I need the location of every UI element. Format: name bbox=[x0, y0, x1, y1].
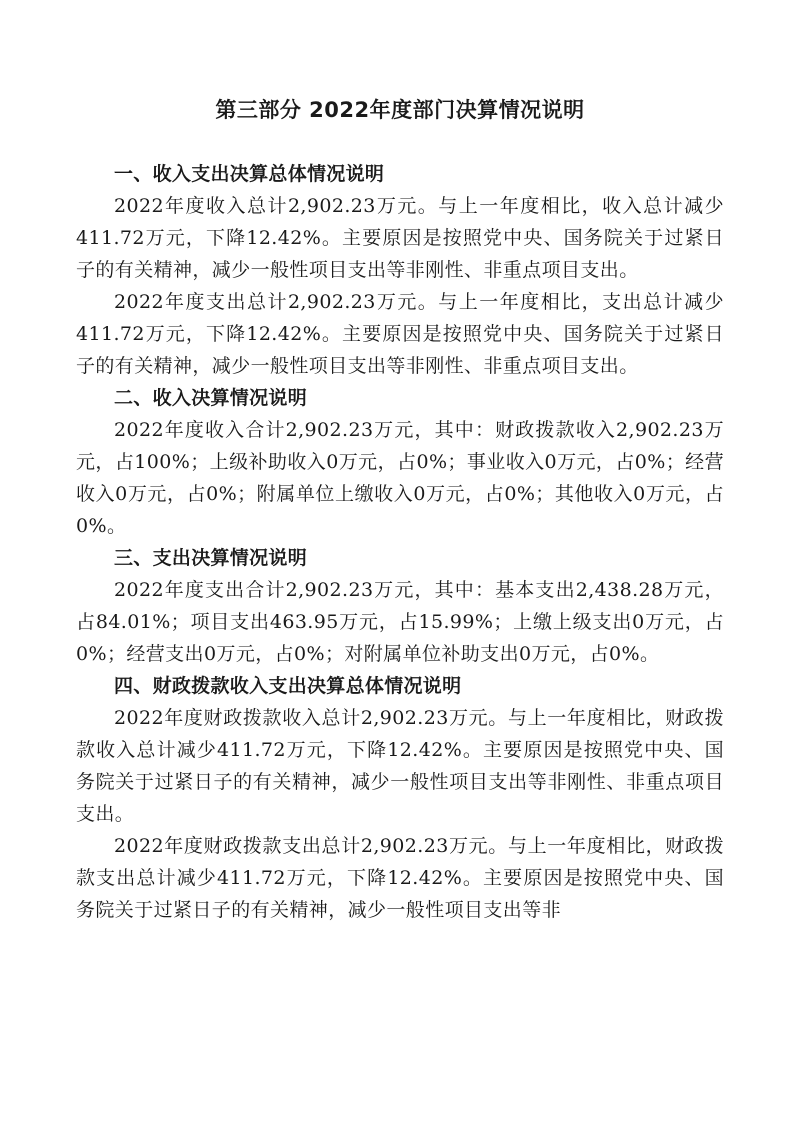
section-fiscal-appropriation-overview bbox=[76, 670, 724, 926]
paragraph: 2022年度财政拨款支出总计2,902.23万元。与上一年度相比，财政拨款支出总计减少411.72万元，下降12.42%。主要原因是按照党中央、国务院关于过紧日子的有关精神，减少一般性项目支出等非 bbox=[76, 835, 724, 921]
paragraph: 2022年度收入合计2,902.23万元，其中：财政拨款收入2,902.23万元，占100%；上级补助收入0万元，占0%；事业收入0万元，占0%；经营收入0万元，占0%；附属单位上缴收入0万元，占0%；其他收入0万元，占0%。 bbox=[76, 419, 724, 537]
section-expenditure bbox=[76, 542, 724, 670]
paragraph: 2022年度收入总计2,902.23万元。与上一年度相比，收入总计减少411.72万元，下降12.42%。主要原因是按照党中央、国务院关于过紧日子的有关精神，减少一般性项目支出等非刚性、非重点项目支出。 bbox=[76, 195, 724, 281]
document-page bbox=[76, 92, 724, 926]
document-title: 第三部分 2022年度部门决算情况说明 bbox=[215, 98, 585, 122]
paragraph: 2022年度财政拨款收入总计2,902.23万元。与上一年度相比，财政拨款收入总计减少411.72万元，下降12.42%。主要原因是按照党中央、国务院关于过紧日子的有关精神，减少一般性项目支出等非刚性、非重点项目支出。 bbox=[76, 707, 724, 825]
section-heading: 四、财政拨款收入支出决算总体情况说明 bbox=[114, 675, 462, 697]
section-income-expenditure-overview bbox=[76, 158, 724, 382]
section-heading: 二、收入决算情况说明 bbox=[114, 387, 308, 409]
paragraph: 2022年度支出总计2,902.23万元。与上一年度相比，支出总计减少411.72万元，下降12.42%。主要原因是按照党中央、国务院关于过紧日子的有关精神，减少一般性项目支出等非刚性、非重点项目支出。 bbox=[76, 291, 724, 377]
section-heading: 三、支出决算情况说明 bbox=[114, 547, 308, 569]
section-income bbox=[76, 382, 724, 542]
section-heading: 一、收入支出决算总体情况说明 bbox=[114, 163, 385, 185]
paragraph: 2022年度支出合计2,902.23万元，其中：基本支出2,438.28万元，占84.01%；项目支出463.95万元，占15.99%；上缴上级支出0万元，占0%；经营支出0万元，占0%；对附属单位补助支出0万元，占0%。 bbox=[76, 579, 724, 665]
